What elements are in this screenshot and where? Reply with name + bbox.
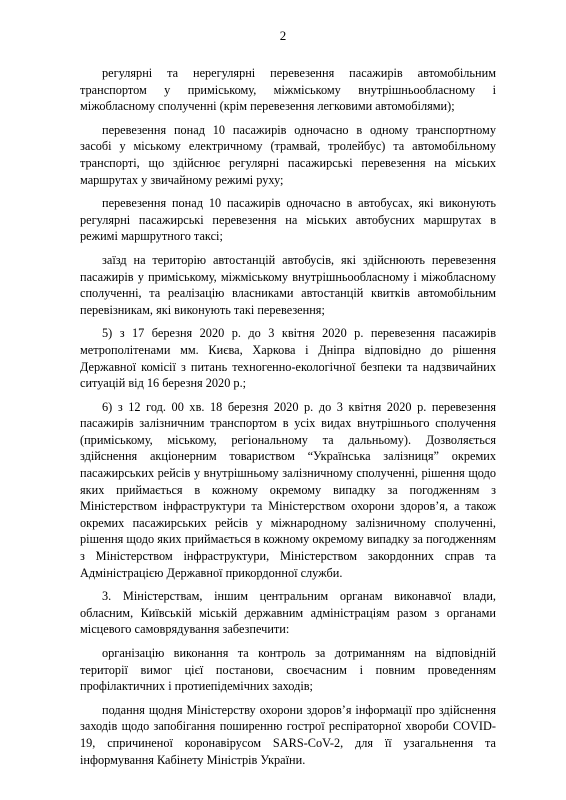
- paragraph-railway: 6) з 12 год. 00 хв. 18 березня 2020 р. до 3 квітня 2020 р. перевезення пасажирів залізничним транспортом в усіх видах внутрішнього сполучення (приміському, міському, регіональному та дальньому). Дозволяється здійснення акціонерним товариством “Українська залізниця” окремих пасажирських рейсів у внутрішньому залізничному сполученні, рішення щодо яких приймається в кожному окремому випадку за погодженням з Міністерством інфраструктури та Міністерством охорони здоров’я, а також окремих пасажирських рейсів у міжнародному залізничному сполученні, рішення щодо яких приймається в кожному окремому випадку за погодженням з Міністерством інфраструктури, Міністерством закордонних справ та Адміністрацією Державної прикордонної служби.: [80, 399, 496, 580]
- paragraph-urban-electric-transport: перевезення понад 10 пасажирів одночасно в одному транспортному засобі у міському електричному (трамвай, тролейбус) та автомобільному транспорті, що здійснює регулярні пасажирські перевезення на міських маршрутах у звичайному режимі руху;: [80, 122, 496, 187]
- paragraph-reporting: подання щодня Міністерству охорони здоров’я інформації про здійснення заходів щодо запобігання поширенню гострої респіраторної хвороби COVID-19, спричиненої коронавірусом SARS-CoV-2, для її узагальнення та інформування Кабінету Міністрів України.: [80, 702, 496, 767]
- page-number: 2: [279, 28, 287, 43]
- paragraph-section-3: 3. Міністерствам, іншим центральним органам виконавчої влади, обласним, Київській міській державним адміністраціям разом з органами місцевого самоврядування забезпечити:: [80, 589, 496, 637]
- paragraph-bus-stations: заїзд на територію автостанцій автобусів, які здійснюють перевезення пасажирів у приміському, міжміському внутрішньообласному і міжобласному сполученні, та реалізацію власниками автостанцій квитків автомобільним перевізникам, які виконують такі перевезення;: [80, 252, 496, 317]
- paragraph-regular-transport: регулярні та нерегулярні перевезення пасажирів автомобільним транспортом у приміському, міжміському внутрішньообласному і міжобласному сполученні (крім перевезення легковими автомобілями);: [80, 66, 496, 114]
- document-body: [80, 65, 496, 775]
- paragraph-route-taxi: перевезення понад 10 пасажирів одночасно в автобусах, які виконують регулярні пасажирські перевезення на міських автобусних маршрутах в режимі маршрутного таксі;: [80, 196, 496, 244]
- paragraph-metro: 5) з 17 березня 2020 р. до 3 квітня 2020 р. перевезення пасажирів метрополітенами мм. Києва, Харкова і Дніпра відповідно до рішення Державної комісії з питань техногенно-екологічної безпеки та надзвичайних ситуацій від 16 березня 2020 р.;: [80, 326, 496, 391]
- paragraph-control: організацію виконання та контроль за дотриманням на відповідній території вимог цієї постанови, своєчасним і повним проведенням профілактичних і протиепідемічних заходів;: [80, 646, 496, 694]
